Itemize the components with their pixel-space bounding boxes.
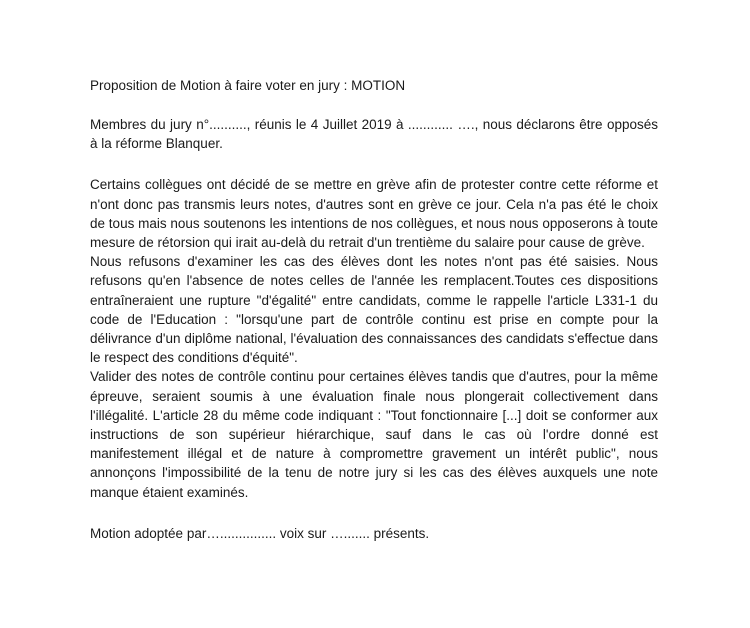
paragraph-jury-declaration: Membres du jury n°.........., réunis le 4 Juillet 2019 à ............ …., nous déclarons être opposés à la réforme Blanquer. [90,117,658,152]
paragraph-legality: Valider des notes de contrôle continu pour certaines élèves tandis que d'autres, pour la même épreuve, seraient soumis à une évaluation finale nous plongerait collectivement dans l'illégalité. L'article 28 du même code indiquant : "Tout fonctionnaire [...] doit se conformer aux instructions de son supérieur hiérarchique, sauf dans le cas où l'ordre donné est manifestement illégal et de nature à compromettre gravement un intérêt public", nous annonçons l'impossibilité de la tenu de notre jury si les cas des élèves auxquels une note manque étaient examinés. [90,369,658,500]
document-title: Proposition de Motion à faire voter en jury : MOTION [90,78,406,93]
document-page [90,76,658,556]
paragraph-strike: Certains collègues ont décidé de se mettre en grève afin de protester contre cette réforme et n'ont donc pas transmis leurs notes, d'autres sont en grève ce jour. Cela n'a pas été le choix de tous mais nous soutenons les intentions de nos collègues, et nous nous opposerons à toute mesure de rétorsion qui irait au-delà du retrait d'un trentième du salaire pour cause de grève. [90,177,658,251]
motion-vote-footer: Motion adoptée par…............... voix sur …....... présents. [90,525,430,541]
paragraph-refusal: Nous refusons d'examiner les cas des élèves dont les notes n'ont pas été saisies. Nous refusons qu'en l'absence de notes celles de l'année les remplacent.Toutes ces dispositions entraîneraient une rupture "d'égalité" entre candidats, comme le rappelle l'article L331-1 du code de l'Education : "lorsqu'une part de contrôle continu est prise en compte pour la délivrance d'un diplôme national, l'évaluation des connaissances des candidats s'effectue dans le respect des conditions d'équité". [90,254,658,366]
